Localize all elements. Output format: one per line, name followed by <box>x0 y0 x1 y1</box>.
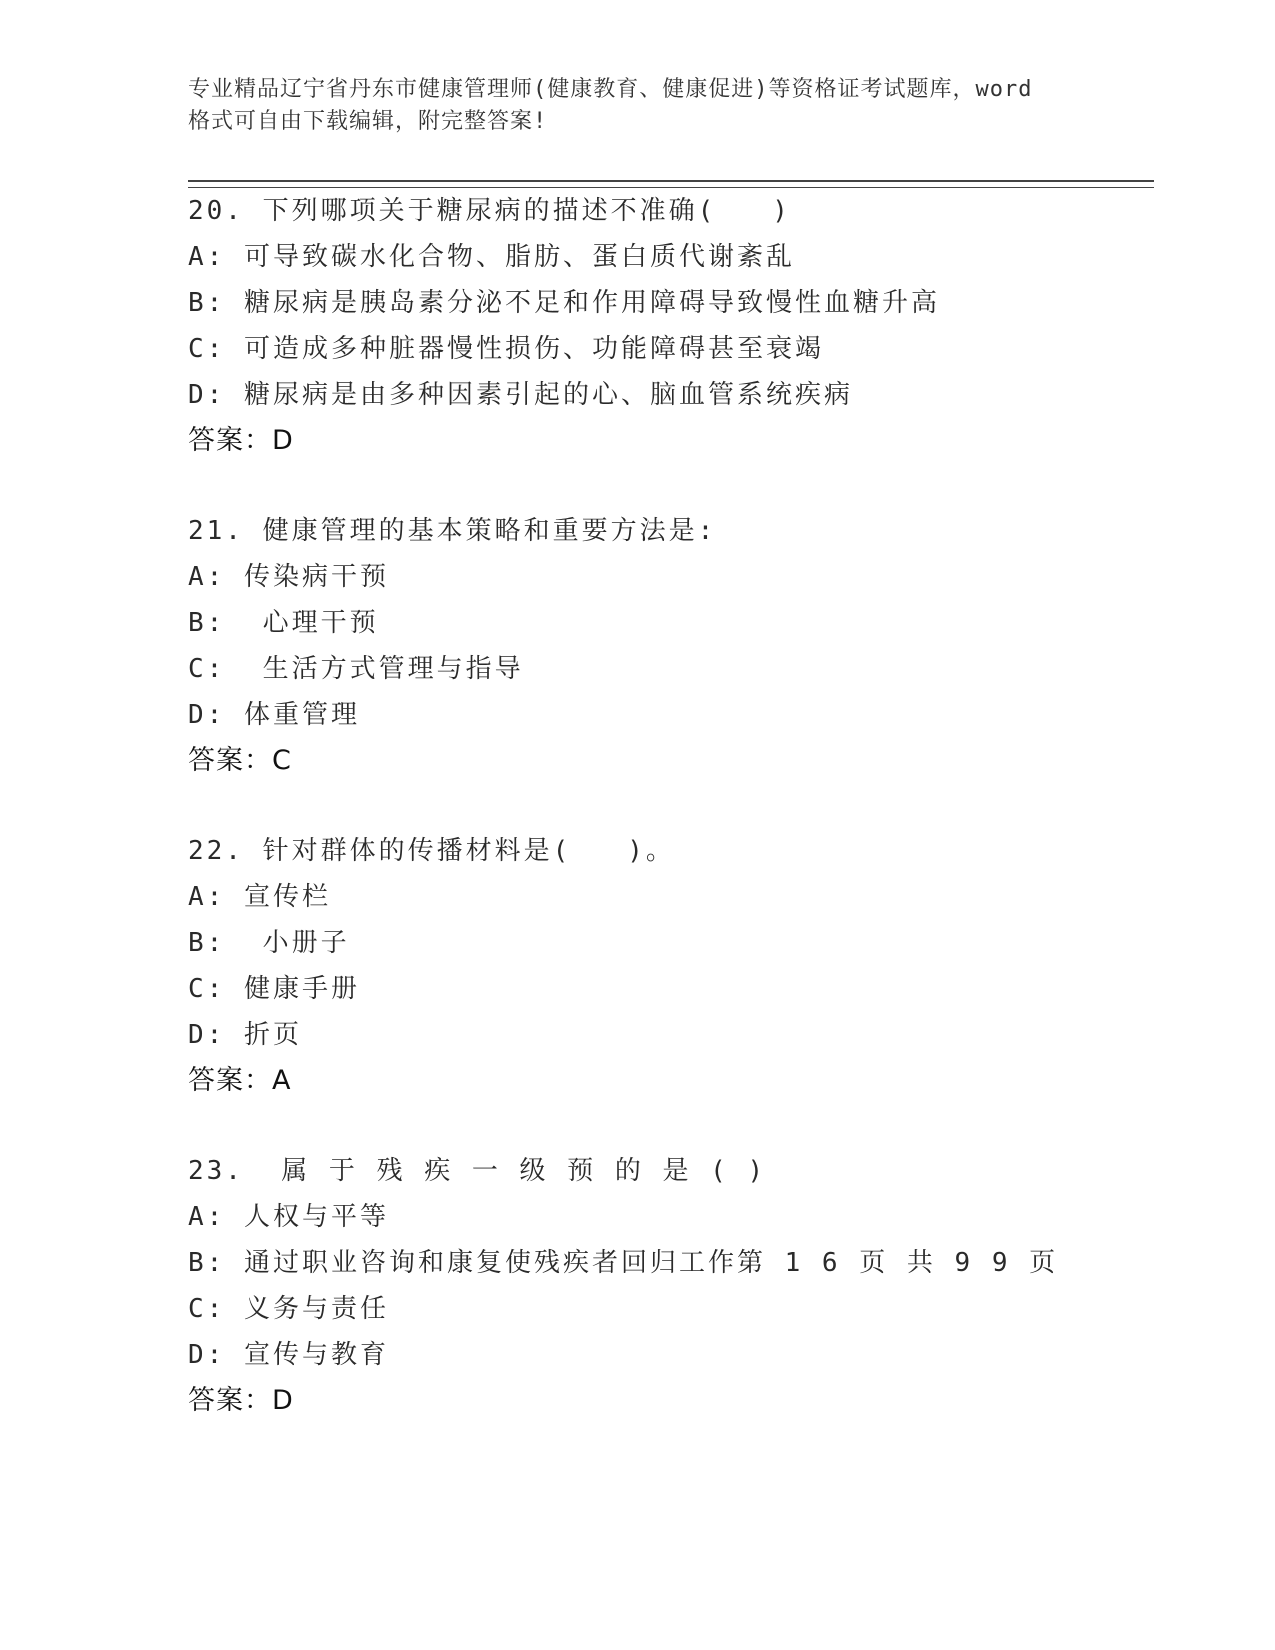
document-header <box>188 74 1108 138</box>
question-stem: 21. 健康管理的基本策略和重要方法是: <box>188 516 717 546</box>
option-c: C: 义务与责任 <box>188 1294 389 1324</box>
header-line-2: 格式可自由下载编辑，附完整答案! <box>188 109 548 134</box>
question-stem: 22. 针对群体的传播材料是( )。 <box>188 836 675 866</box>
answer-label: 答案：D <box>188 1385 294 1416</box>
question-21 <box>188 508 1148 784</box>
option-b: B: 心理干预 <box>188 608 379 638</box>
option-d: D: 宣传与教育 <box>188 1340 389 1370</box>
answer-label: 答案：D <box>188 425 294 456</box>
option-a: A: 可导致碳水化合物、脂肪、蛋白质代谢紊乱 <box>188 242 795 272</box>
option-a: A: 人权与平等 <box>188 1202 389 1232</box>
option-d: D: 折页 <box>188 1020 302 1050</box>
option-c: C: 生活方式管理与指导 <box>188 654 524 684</box>
answer-label: 答案：A <box>188 1065 292 1096</box>
header-line-1: 专业精品辽宁省丹东市健康管理师(健康教育、健康促进)等资格证考试题库，word <box>188 77 1033 102</box>
question-stem: 23. 属 于 残 疾 一 级 预 的 是 ( ) <box>188 1156 767 1186</box>
option-d: D: 糖尿病是由多种因素引起的心、脑血管系统疾病 <box>188 380 853 410</box>
option-c: C: 健康手册 <box>188 974 360 1004</box>
question-22 <box>188 828 1148 1104</box>
header-divider <box>188 180 1154 188</box>
option-d: D: 体重管理 <box>188 700 360 730</box>
option-b: B: 糖尿病是胰岛素分泌不足和作用障碍导致慢性血糖升高 <box>188 288 940 318</box>
question-23 <box>188 1148 1148 1424</box>
option-b: B: 小册子 <box>188 928 350 958</box>
answer-label: 答案：C <box>188 745 292 776</box>
option-a: A: 传染病干预 <box>188 562 389 592</box>
option-b: B: 通过职业咨询和康复使残疾者回归工作第 1 6 页 共 9 9 页 <box>188 1248 1059 1278</box>
question-20 <box>188 188 1148 464</box>
option-c: C: 可造成多种脏器慢性损伤、功能障碍甚至衰竭 <box>188 334 824 364</box>
question-stem: 20. 下列哪项关于糖尿病的描述不准确( ) <box>188 196 791 226</box>
option-a: A: 宣传栏 <box>188 882 331 912</box>
